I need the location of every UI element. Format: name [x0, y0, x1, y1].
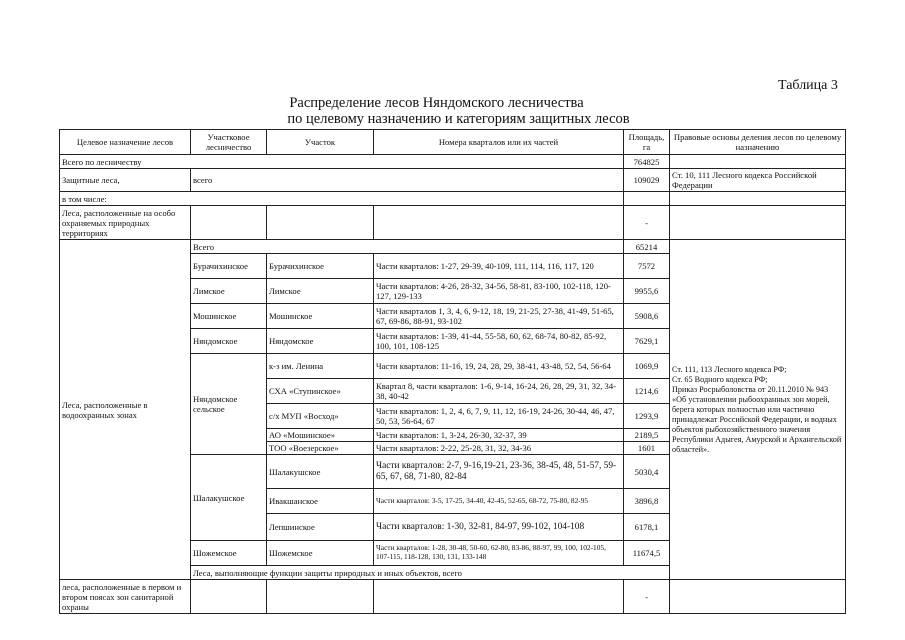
- including-label: в том числе:: [60, 192, 624, 206]
- table-row: [60, 192, 846, 206]
- water-all: Всего: [191, 240, 624, 254]
- table-row: [60, 155, 846, 169]
- table-row: СХА «Ступинское» Квартал 8, части кварталов: 1-6, 9-14, 16-24, 26, 28, 29, 31, 32, 34-38, 40-42 1214,6: [60, 379, 846, 404]
- water-label: Леса, расположенные в водоохранных зонах: [60, 240, 191, 580]
- table-header-row: [60, 130, 846, 155]
- special-area: -: [624, 206, 670, 240]
- document-subtitle: по целевому назначению и категориям защитных лесов: [287, 111, 630, 127]
- table-row: Лимское Лимское Части кварталов: 4-26, 28-32, 34-56, 58-81, 83-100, 102-118, 120-127, 129-133 9955,6: [60, 279, 846, 304]
- header-quarters: Номера кварталов или их частей: [374, 130, 624, 155]
- header-purpose: Целевое назначение лесов: [60, 130, 191, 155]
- header-site: Участок: [267, 130, 374, 155]
- table-row: Бурачихинское Бурачихинское Части кварталов: 1-27, 29-39, 40-109, 111, 114, 116, 117, 120 7572: [60, 254, 846, 279]
- table-row: [60, 169, 846, 192]
- functions-label: Леса, выполняющие функции защиты природных и иных объектов, всего: [191, 566, 670, 580]
- table-row: Няндомское сельское к-з им. Ленина Части кварталов: 11-16, 19, 24, 28, 29, 38-41, 43-48, 52, 54, 56-64 1069,9: [60, 354, 846, 379]
- table-row: с/х МУП «Восход» Части кварталов: 1, 2, 4, 6, 7, 9, 11, 12, 16-19, 24-26, 30-44, 46, 47, 50, 53, 56-64, 67 1293,9: [60, 404, 846, 429]
- header-area: Площадь, га: [624, 130, 670, 155]
- table-row: ТОО «Воезерское» Части кварталов: 2-22, 25-28, 31, 32, 34-36 1601: [60, 442, 846, 455]
- protective-area: 109029: [624, 169, 670, 192]
- sanitary-area: -: [624, 580, 670, 614]
- table-row: Няндомское Няндомское Части кварталов: 1-39, 41-44, 55-58, 60, 62, 68-74, 80-82, 85-92, 100, 101, 108-125 7629,1: [60, 329, 846, 354]
- header-forestry: Участковое лесничество: [191, 130, 267, 155]
- table-number: Таблица 3: [778, 78, 838, 93]
- sanitary-label: леса, расположенные в первом и втором поясах зон санитарной охраны: [60, 580, 191, 614]
- protective-label: Защитные леса,: [60, 169, 191, 192]
- total-label: Всего по лесничеству: [60, 155, 624, 169]
- water-law: Ст. 111, 113 Лесного кодекса РФ; Ст. 65 Водного кодекса РФ; Приказ Росрыболовства от 20.11.2010 № 943 «Об установлении рыбоохранных зон морей, берега которых полностью или частично принадлежат Российской Федерации, и водных объектов рыбохозяйственного значения Республики Адыгея, Амурской и Архангельской областей».: [670, 240, 846, 580]
- table-row: [60, 580, 846, 614]
- table-row: Шожемское Шожемское Части кварталов: 1-28, 30-48, 50-60, 62-80, 83-86, 88-97, 99, 100, 102-105, 107-115, 118-128, 130, 131, 133-148 11674,5: [60, 541, 846, 566]
- protective-all: всего: [191, 169, 624, 192]
- document-title: Распределение лесов Няндомского лесничества: [289, 95, 584, 111]
- table-row: [60, 206, 846, 240]
- shalakush-forestry: Шалакушское: [191, 455, 267, 541]
- water-area: 65214: [624, 240, 670, 254]
- table-row: АО «Мошинское» Части кварталов: 1, 3-24, 26-30, 32-37, 39 2189,5: [60, 429, 846, 442]
- table-row: Лепшинское Части кварталов: 1-30, 32-81, 84-97, 99-102, 104-108 6178,1: [60, 514, 846, 541]
- rural-forestry: Няндомское сельское: [191, 354, 267, 455]
- header-legal-basis: Правовые основы деления лесов по целевому назначению: [670, 130, 846, 155]
- forest-distribution-table: [59, 129, 846, 614]
- special-label: Леса, расположенные на особо охраняемых природных территориях: [60, 206, 191, 240]
- table-row: [60, 240, 846, 254]
- protective-law: Ст. 10, 111 Лесного кодекса Российской Федерации: [670, 169, 846, 192]
- table-row: Шалакушское Шалакушское Части кварталов: 2-7, 9-16,19-21, 23-36, 38-45, 48, 51-57, 59-65, 67, 68, 71-80, 82-84 5030,4: [60, 455, 846, 489]
- total-area: 764825: [624, 155, 670, 169]
- table-row: Мошинское Мошинское Части кварталов 1, 3, 4, 6, 9-12, 18, 19, 21-25, 27-38, 41-49, 51-65, 67, 69-86, 88-91, 93-102 5908,6: [60, 304, 846, 329]
- table-row: Ивакшанское Части кварталов: 3-5, 17-25, 34-40, 42-45, 52-65, 68-72, 75-80, 82-95 3896,8: [60, 489, 846, 514]
